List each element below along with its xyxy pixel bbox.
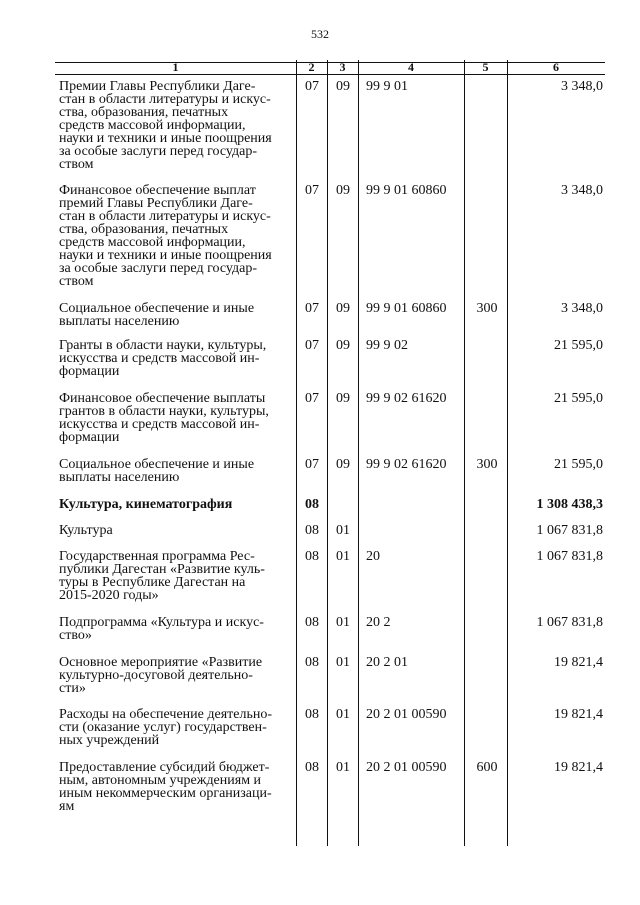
row-section: 08 [305,615,319,630]
row-subsection: 01 [336,760,350,775]
row-section: 07 [305,338,319,353]
row-name: Финансовое обеспечение выплат премий Главы Республики Даге- стан в области литературы и искус- ства, образования, печатных средств массовой информации, науки и техники и иные поощрения за особые заслуги перед государ- ством [59,183,272,289]
column-header-1: 1 [172,60,179,74]
row-section: 07 [305,457,319,472]
row-amount: 3 348,0 [561,79,603,94]
row-name: Культура [59,523,113,538]
row-expense-type: 600 [476,760,498,775]
row-name: Финансовое обеспечение выплаты грантов в области науки, культуры, искусства и средств массовой ин- формации [59,391,269,445]
row-name: Государственная программа Рес- публики Дагестан «Развитие куль- туры в Республике Дагестан на 2015-2020 годы» [59,549,265,603]
column-divider [358,60,359,846]
column-header-5: 5 [482,60,489,74]
row-target-code: 99 9 02 61620 [366,391,447,406]
row-target-code: 20 2 01 00590 [366,707,447,722]
row-section: 08 [305,760,319,775]
row-section: 08 [305,707,319,722]
row-subsection: 01 [336,707,350,722]
column-divider [507,60,508,846]
row-amount: 1 067 831,8 [536,615,603,630]
row-amount: 21 595,0 [554,391,603,406]
row-section: 07 [305,79,319,94]
row-name: Социальное обеспечение и иные выплаты населению [59,457,255,485]
row-section: 07 [305,391,319,406]
column-header-4: 4 [408,60,414,74]
row-amount: 19 821,4 [554,760,603,775]
row-subsection: 09 [336,301,350,316]
row-target-code: 20 2 01 [366,655,408,670]
row-section: 07 [305,183,319,198]
row-section: 08 [305,655,319,670]
row-name: Социальное обеспечение и иные выплаты населению [59,301,255,329]
column-header-2: 2 [308,60,315,74]
row-target-code: 20 2 [366,615,391,630]
row-section: 08 [305,497,319,512]
row-target-code: 99 9 01 60860 [366,183,447,198]
row-amount: 21 595,0 [554,457,603,472]
row-target-code: 99 9 02 [366,338,408,353]
row-name: Гранты в области науки, культуры, искусства и средств массовой ин- формации [59,338,267,379]
row-amount: 1 067 831,8 [536,549,603,564]
row-expense-type: 300 [476,301,498,316]
row-subsection: 09 [336,391,350,406]
row-subsection: 09 [336,457,350,472]
row-subsection: 01 [336,655,350,670]
row-name: Предоставление субсидий бюджет- ным, автономным учреждениям и иным некоммерческим организаци- ям [59,760,272,814]
row-expense-type: 300 [476,457,498,472]
column-header-6: 6 [553,60,559,74]
row-target-code: 99 9 01 [366,79,408,94]
column-divider [296,60,297,846]
row-name: Расходы на обеспечение деятельно- сти (оказание услуг) государствен- ных учреждений [59,707,272,748]
row-subsection: 01 [336,549,350,564]
header-bottom-border [55,74,605,75]
row-name: Подпрограмма «Культура и искус- ство» [59,615,264,643]
page-number: 532 [311,27,329,41]
row-target-code: 99 9 02 61620 [366,457,447,472]
row-subsection: 09 [336,183,350,198]
row-target-code: 99 9 01 60860 [366,301,447,316]
row-name: Основное мероприятие «Развитие культурно-досуговой деятельно- сти» [59,655,263,696]
row-subsection: 01 [336,615,350,630]
row-amount: 3 348,0 [561,183,603,198]
row-amount: 21 595,0 [554,338,603,353]
row-section: 07 [305,301,319,316]
row-amount: 19 821,4 [554,707,603,722]
row-amount: 1 308 438,3 [536,497,603,512]
row-amount: 1 067 831,8 [536,523,603,538]
column-divider [327,60,328,846]
row-subsection: 09 [336,79,350,94]
row-name: Премии Главы Республики Даге- стан в области литературы и искус- ства, образования, печатных средств массовой информации, науки и техники и иные поощрения за особые заслуги перед государ- ством [59,79,272,172]
column-header-3: 3 [339,60,346,74]
row-section: 08 [305,523,319,538]
row-amount: 3 348,0 [561,301,603,316]
row-subsection: 09 [336,338,350,353]
budget-table [55,60,605,846]
column-divider [464,60,465,846]
row-target-code: 20 2 01 00590 [366,760,447,775]
row-name: Культура, кинематография [59,497,233,512]
row-amount: 19 821,4 [554,655,603,670]
row-subsection: 01 [336,523,350,538]
row-section: 08 [305,549,319,564]
row-target-code: 20 [366,549,380,564]
